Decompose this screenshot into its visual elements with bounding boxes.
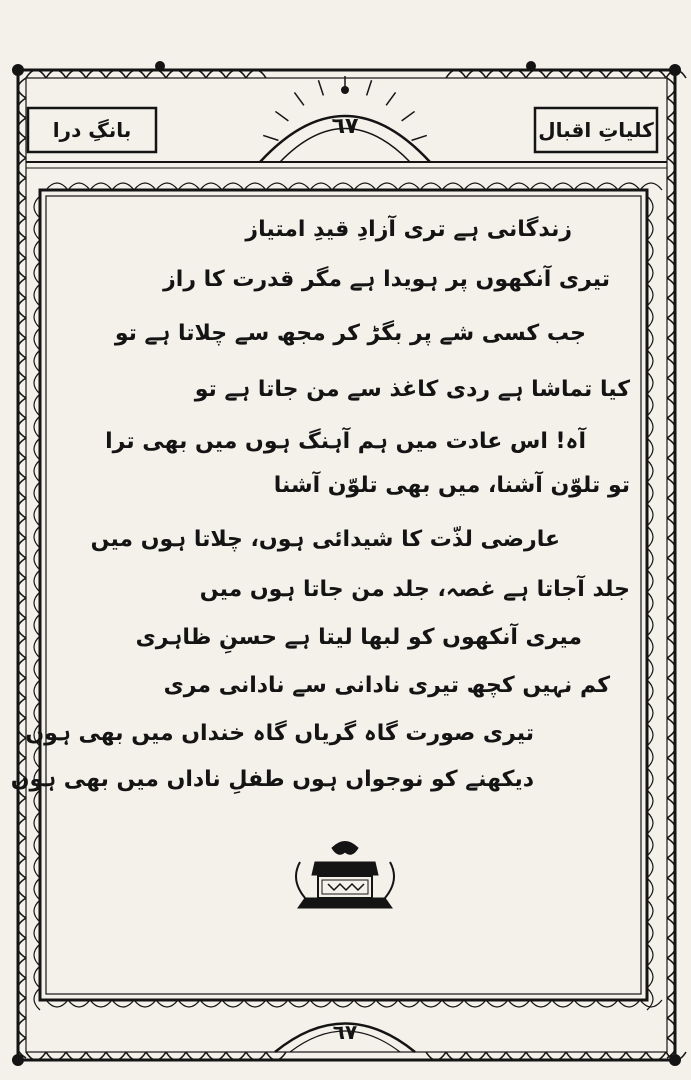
poem-verse: دیکھنے کو نوجواں ہوں طفلِ ناداں میں بھی ہوں	[10, 767, 534, 792]
poem-verse: عارضی لذّت کا شیدائی ہوں، چلاتا ہوں میں	[90, 527, 560, 552]
poem-verse: میری آنکھوں کو لبھا لیتا ہے حسنِ ظاہری	[135, 625, 582, 650]
poem-verse: تو تلوّن آشنا، میں بھی تلوّن آشنا	[273, 473, 630, 498]
poem-verse: زندگانی ہے تری آزادِ قیدِ امتیاز	[245, 217, 572, 242]
poem-verse: تیری آنکھوں پر ہویدا ہے مگر قدرت کا راز	[163, 267, 610, 292]
footer-page-number: ٦٧	[332, 1020, 358, 1044]
book-title: کلیاتِ اقبال	[538, 118, 654, 142]
poem-verse: کم نہیں کچھ تیری نادانی سے نادانی مری	[163, 673, 610, 698]
poem-verse: جلد آجاتا ہے غصہ، جلد من جاتا ہوں میں	[199, 577, 630, 602]
poem-verse: جب کسی شے پر بگڑ کر مجھ سے چلاتا ہے تو	[114, 321, 586, 346]
poem-verse: کیا تماشا ہے ردی کاغذ سے من جاتا ہے تو	[194, 377, 630, 402]
floral-tailpiece-icon	[296, 842, 394, 909]
poem-verse: تیری صورت گاہ گریاں گاہ خنداں میں بھی ہوں	[25, 721, 534, 746]
poem-verse: آہ! اس عادت میں ہم آہنگ ہوں میں بھی ترا	[105, 429, 586, 454]
header-page-number: ٦٧	[331, 114, 359, 139]
book-section-title: بانگِ درا	[52, 118, 132, 142]
